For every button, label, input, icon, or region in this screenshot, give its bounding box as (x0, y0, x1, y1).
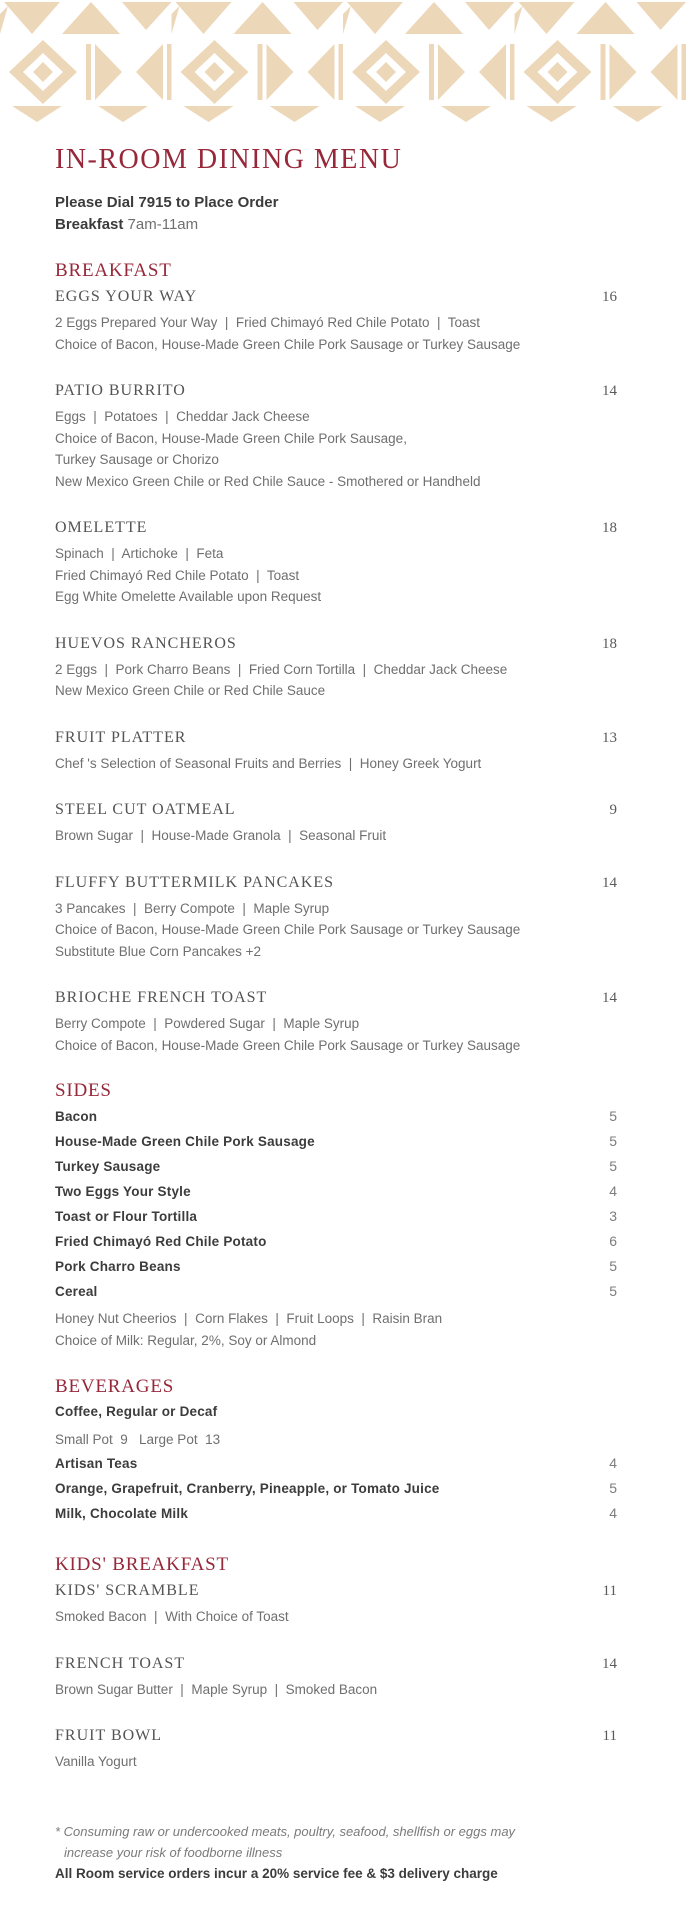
item-price: 4 (609, 1183, 617, 1199)
menu-item (55, 989, 617, 1056)
menu-item (55, 1233, 617, 1258)
item-row (55, 989, 617, 1007)
item-desc-line: Small Pot 9 Large Pot 13 (55, 1432, 221, 1447)
item-desc-line: Vanilla Yogurt (55, 1754, 137, 1769)
section-items (55, 288, 617, 1056)
item-desc-line: Brown Sugar Butter | Maple Syrup | Smoked Bacon (55, 1681, 378, 1697)
menu-item (55, 382, 617, 492)
item-desc-line: Fried Chimayó Red Chile Potato | Toast (55, 567, 300, 583)
breakfast-hours (55, 214, 617, 236)
item-row (55, 1655, 617, 1673)
item-name: Turkey Sausage (55, 1159, 161, 1174)
item-row (55, 1505, 617, 1530)
item-desc-line: Substitute Blue Corn Pancakes +2 (55, 943, 262, 959)
item-name: EGGS YOUR WAY (55, 288, 198, 305)
item-price: 5 (609, 1133, 617, 1149)
item-desc-line: New Mexico Green Chile or Red Chile Sauce (55, 683, 326, 698)
menu-item (55, 1108, 617, 1133)
section-items (55, 1108, 617, 1352)
item-desc-line: Egg White Omelette Available upon Request (55, 589, 322, 604)
item-desc-line: Choice of Bacon, House-Made Green Chile Pork Sausage or Turkey Sausage (55, 1037, 521, 1053)
item-row (55, 801, 617, 819)
item-row (55, 1283, 617, 1308)
item-description (55, 659, 617, 702)
item-desc-line: New Mexico Green Chile or Red Chile Sauce - Smothered or Handheld (55, 473, 481, 489)
item-desc-line: 3 Pancakes | Berry Compote | Maple Syrup (55, 900, 330, 916)
item-price: 3 (609, 1208, 617, 1224)
item-name: FLUFFY BUTTERMILK PANCAKES (55, 873, 335, 891)
item-price: 14 (602, 874, 617, 891)
item-description (55, 825, 617, 847)
item-price: 11 (602, 1728, 617, 1744)
item-row (55, 729, 617, 747)
item-name: BRIOCHE FRENCH TOAST (55, 989, 268, 1006)
item-row (55, 1158, 617, 1183)
item-row (55, 1258, 617, 1283)
item-name: Pork Charro Beans (55, 1259, 181, 1274)
item-price: 13 (602, 729, 617, 746)
item-description (55, 312, 617, 355)
item-desc-line: Choice of Milk: Regular, 2%, Soy or Almond (55, 1333, 317, 1348)
item-price: 14 (602, 990, 617, 1006)
menu-item (55, 1505, 617, 1530)
item-row (55, 1108, 617, 1133)
item-description (55, 1308, 617, 1352)
hours-value: 7am-11am (127, 216, 199, 233)
menu-section (55, 1554, 617, 1773)
item-price: 14 (602, 1655, 617, 1672)
item-row (55, 1233, 617, 1258)
hours-label: Breakfast (55, 216, 124, 233)
section-items (55, 1404, 617, 1530)
item-description (55, 1751, 617, 1773)
item-price: 5 (609, 1480, 617, 1496)
item-description (55, 406, 617, 492)
consumption-warning-line1: * Consuming raw or undercooked meats, poultry, seafood, shellfish or eggs may (55, 1823, 516, 1839)
item-row (55, 288, 617, 306)
item-row (55, 1582, 617, 1600)
menu-item (55, 519, 617, 608)
item-description (55, 1013, 617, 1056)
item-price: 5 (609, 1283, 617, 1299)
item-desc-line: Honey Nut Cheerios | Corn Flakes | Fruit Loops | Raisin Bran (55, 1311, 443, 1326)
item-desc-line: Eggs | Potatoes | Cheddar Jack Cheese (55, 409, 310, 424)
item-desc-line: Choice of Bacon, House-Made Green Chile Pork Sausage or Turkey Sausage (55, 336, 521, 352)
item-desc-line: Turkey Sausage or Chorizo (55, 452, 219, 467)
item-desc-line: Spinach | Artichoke | Feta (55, 546, 224, 561)
item-name: House-Made Green Chile Pork Sausage (55, 1134, 315, 1149)
item-name: Cereal (55, 1284, 98, 1299)
menu-section (55, 1080, 617, 1352)
item-row (55, 1404, 617, 1429)
item-description (55, 753, 617, 775)
item-price: 18 (602, 635, 617, 652)
item-name: Two Eggs Your Style (55, 1184, 191, 1199)
item-name: FRENCH TOAST (55, 1654, 186, 1672)
menu-item (55, 729, 617, 775)
item-name: KIDS' SCRAMBLE (55, 1582, 200, 1599)
item-name: Bacon (55, 1109, 98, 1124)
item-price: 4 (609, 1505, 617, 1521)
item-desc-line: Chef 's Selection of Seasonal Fruits and Berries | Honey Greek Yogurt (55, 755, 482, 771)
section-heading: BEVERAGES (55, 1376, 175, 1397)
item-row (55, 1455, 617, 1480)
menu-section (55, 1376, 617, 1530)
menu-item (55, 1455, 617, 1480)
item-description (55, 543, 617, 608)
section-heading: BREAKFAST (55, 260, 172, 281)
item-name: FRUIT BOWL (55, 1727, 163, 1744)
item-description (55, 898, 617, 963)
item-name: Milk, Chocolate Milk (55, 1506, 189, 1521)
item-desc-line: Brown Sugar | House-Made Granola | Seasonal Fruit (55, 828, 387, 843)
item-row (55, 635, 617, 653)
item-name: Fried Chimayó Red Chile Potato (55, 1234, 267, 1249)
item-price: 4 (609, 1455, 617, 1471)
item-row (55, 1480, 617, 1505)
footnote (55, 1821, 617, 1885)
item-price: 6 (609, 1233, 617, 1249)
item-price: 9 (609, 802, 617, 818)
item-price: 11 (602, 1583, 617, 1599)
item-price: 14 (602, 383, 617, 399)
item-desc-line: Berry Compote | Powdered Sugar | Maple Syrup (55, 1016, 360, 1031)
menu-item (55, 1404, 617, 1451)
menu-item (55, 1158, 617, 1183)
menu-sections (55, 260, 617, 1773)
item-price: 5 (609, 1158, 617, 1174)
section-heading: SIDES (55, 1080, 112, 1101)
section-items (55, 1582, 617, 1773)
service-fee-note: All Room service orders incur a 20% service fee & $3 delivery charge (55, 1865, 498, 1881)
menu-content (0, 122, 686, 1885)
menu-item (55, 1655, 617, 1701)
menu-item (55, 1133, 617, 1158)
item-desc-line: 2 Eggs | Pork Charro Beans | Fried Corn Tortilla | Cheddar Jack Cheese (55, 661, 508, 677)
item-name: FRUIT PLATTER (55, 728, 187, 746)
item-name: Orange, Grapefruit, Cranberry, Pineapple, or Tomato Juice (55, 1481, 440, 1496)
item-price: 5 (609, 1258, 617, 1274)
item-name: STEEL CUT OATMEAL (55, 801, 236, 818)
item-row (55, 519, 617, 537)
item-name: HUEVOS RANCHEROS (55, 634, 237, 652)
item-name: OMELETTE (55, 519, 148, 536)
section-heading: KIDS' BREAKFAST (55, 1554, 229, 1575)
menu-item (55, 874, 617, 963)
menu-item (55, 288, 617, 355)
item-row (55, 874, 617, 892)
menu-item (55, 635, 617, 702)
menu-item (55, 1727, 617, 1773)
item-name: Toast or Flour Tortilla (55, 1209, 198, 1224)
item-description (55, 1606, 617, 1628)
southwest-pattern-band (0, 0, 686, 122)
item-name: PATIO BURRITO (55, 382, 186, 399)
item-price: 16 (602, 289, 617, 305)
page-title: IN-ROOM DINING MENU (55, 144, 403, 175)
item-desc-line: Smoked Bacon | With Choice of Toast (55, 1609, 289, 1624)
item-row (55, 382, 617, 400)
consumption-warning-line2: increase your risk of foodborne illness (64, 1844, 283, 1860)
menu-item (55, 1283, 617, 1352)
item-desc-line: 2 Eggs Prepared Your Way | Fried Chimayó Red Chile Potato | Toast (55, 315, 480, 330)
item-price: 5 (609, 1108, 617, 1124)
item-row (55, 1727, 617, 1745)
item-description (55, 1679, 617, 1701)
dial-instruction: Please Dial 7915 to Place Order (55, 194, 279, 211)
menu-item (55, 1582, 617, 1628)
item-name: Coffee, Regular or Decaf (55, 1404, 218, 1419)
item-price: 18 (602, 520, 617, 536)
item-name: Artisan Teas (55, 1456, 138, 1471)
item-description (55, 1429, 617, 1451)
item-row (55, 1133, 617, 1158)
menu-item (55, 1208, 617, 1233)
menu-item (55, 1183, 617, 1208)
item-desc-line: Choice of Bacon, House-Made Green Chile Pork Sausage, (55, 430, 407, 446)
item-row (55, 1183, 617, 1208)
menu-item (55, 1480, 617, 1505)
menu-section (55, 260, 617, 1056)
menu-item (55, 801, 617, 847)
item-desc-line: Choice of Bacon, House-Made Green Chile Pork Sausage or Turkey Sausage (55, 922, 521, 937)
item-row (55, 1208, 617, 1233)
menu-item (55, 1258, 617, 1283)
